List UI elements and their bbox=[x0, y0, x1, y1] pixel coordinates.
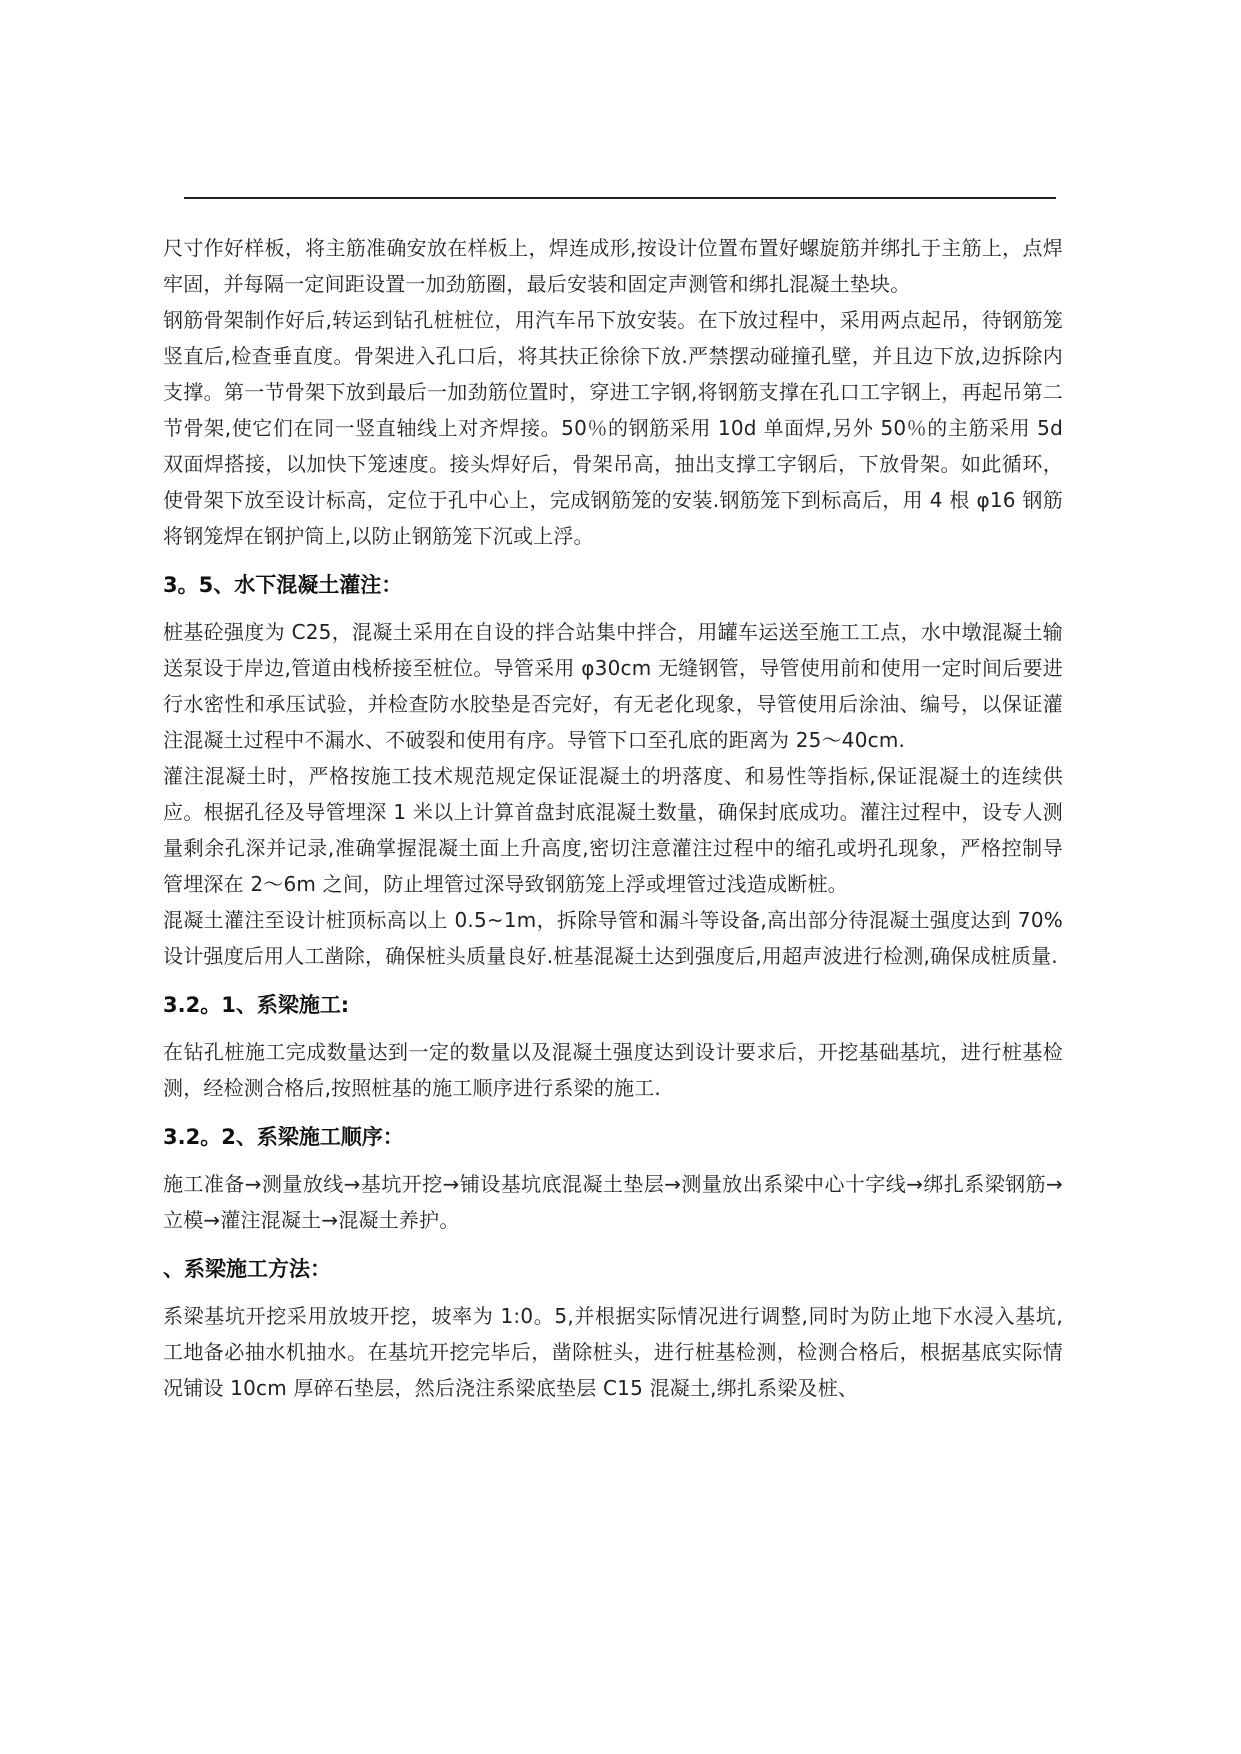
section-heading: 、系梁施工方法： bbox=[163, 1257, 331, 1281]
paragraph: 施工准备→测量放线→基坑开挖→铺设基坑底混凝土垫层→测量放出系梁中心十字线→绑扎系梁钢筋→立模→灌注混凝土→混凝土养护。 bbox=[163, 1172, 1063, 1232]
section-heading: 3.2。2、系梁施工顺序： bbox=[163, 1125, 404, 1149]
paragraph: 混凝土灌注至设计桩顶标高以上 0.5~1m，拆除导管和漏斗等设备,高出部分待混凝土强度达到 70%设计强度后用人工凿除，确保桩头质量良好.桩基混凝土达到强度后,用超声波进行检测,确保成桩质量. bbox=[163, 908, 1063, 968]
paragraph: 钢筋骨架制作好后,转运到钻孔桩桩位，用汽车吊下放安装。在下放过程中，采用两点起吊，待钢筋笼竖直后,检查垂直度。骨架进入孔口后，将其扶正徐徐下放.严禁摆动碰撞孔壁，并且边下放,边拆除内支撑。第一节骨架下放到最后一加劲筋位置时，穿进工字钢,将钢筋支撑在孔口工字钢上，再起吊第二节骨架,使它们在同一竖直轴线上对齐焊接。50％的钢筋采用 10d 单面焊,另外 50％的主筋采用 5d 双面焊搭接，以加快下笼速度。接头焊好后，骨架吊高，抽出支撑工字钢后，下放骨架。如此循环，使骨架下放至设计标高，定位于孔中心上，完成钢筋笼的安装.钢筋笼下到标高后，用 4 根 φ16 钢筋将钢笼焊在钢护筒上,以防止钢筋笼下沉或上浮。 bbox=[163, 308, 1063, 548]
section-heading: 3。5、水下混凝土灌注： bbox=[163, 573, 403, 597]
paragraph: 尺寸作好样板，将主筋准确安放在样板上，焊连成形,按设计位置布置好螺旋筋并绑扎于主筋上，点焊牢固，并每隔一定间距设置一加劲筋圈，最后安装和固定声测管和绑扎混凝土垫块。 bbox=[163, 236, 1063, 296]
paragraph: 系梁基坑开挖采用放坡开挖，坡率为 1:0。5,并根据实际情况进行调整,同时为防止地下水浸入基坑,工地备必抽水机抽水。在基坑开挖完毕后，凿除桩头，进行桩基检测，检测合格后，根据基底实际情况铺设 10cm 厚碎石垫层，然后浇注系梁底垫层 C15 混凝土,绑扎系梁及桩、 bbox=[163, 1304, 1063, 1400]
header-rule bbox=[184, 197, 1056, 199]
section-heading: 3.2。1、系梁施工: bbox=[163, 993, 350, 1017]
paragraph: 在钻孔桩施工完成数量达到一定的数量以及混凝土强度达到设计要求后，开挖基础基坑，进行桩基检测，经检测合格后,按照桩基的施工顺序进行系梁的施工. bbox=[163, 1040, 1063, 1100]
document-body bbox=[163, 230, 1063, 1406]
paragraph: 桩基砼强度为 C25，混凝土采用在自设的拌合站集中拌合，用罐车运送至施工工点，水中墩混凝土输送泵设于岸边,管道由栈桥接至桩位。导管采用 φ30cm 无缝钢管，导管使用前和使用一定时间后要进行水密性和承压试验，并检查防水胶垫是否完好，有无老化现象，导管使用后涂油、编号，以保证灌注混凝土过程中不漏水、不破裂和使用有序。导管下口至孔底的距离为 25～40cm. bbox=[163, 620, 1063, 752]
paragraph: 灌注混凝土时，严格按施工技术规范规定保证混凝土的坍落度、和易性等指标,保证混凝土的连续供应。根据孔径及导管埋深 1 米以上计算首盘封底混凝土数量，确保封底成功。灌注过程中，设专人测量剩余孔深并记录,准确掌握混凝土面上升高度,密切注意灌注过程中的缩孔或坍孔现象，严格控制导管埋深在 2～6m 之间，防止埋管过深导致钢筋笼上浮或埋管过浅造成断桩。 bbox=[163, 764, 1063, 896]
